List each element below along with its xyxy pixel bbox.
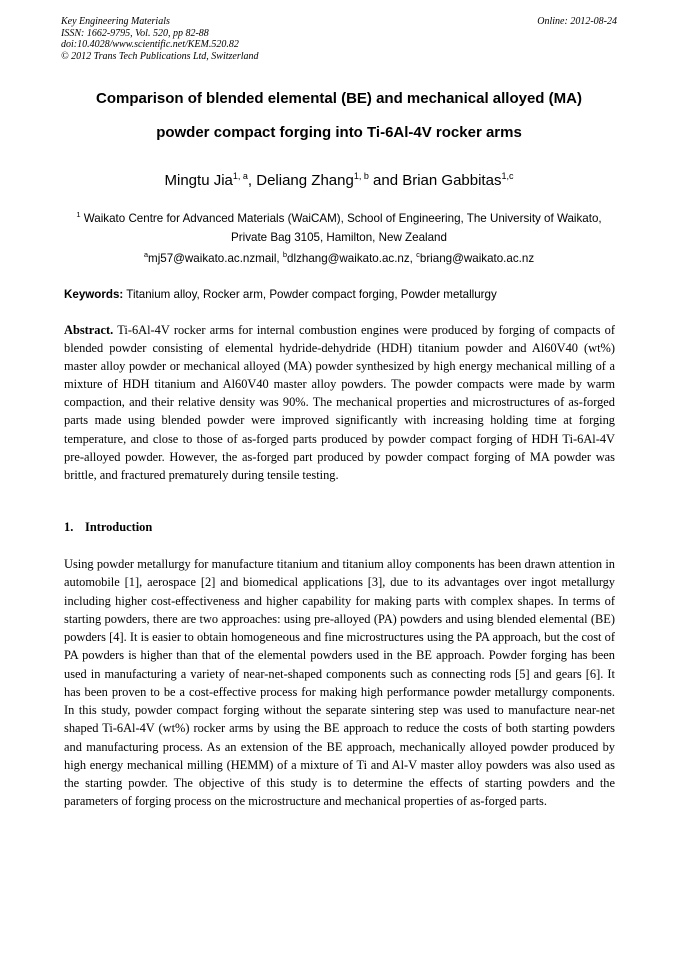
email-sup: b [282,250,288,259]
journal-header [61,16,617,62]
author-name: Brian Gabbitas [402,172,502,189]
keywords-text: Titanium alloy, Rocker arm, Powder compact forging, Powder metallurgy [123,288,497,301]
author-name: Deliang Zhang [256,172,354,189]
journal-doi: doi:10.4028/www.scientific.net/KEM.520.82 [61,39,239,50]
keywords [64,287,616,303]
email-sup: c [416,250,420,259]
author-sup: 1, b [353,171,369,181]
email-sup: a [143,250,149,259]
journal-issn: ISSN: 1662-9795, Vol. 520, pp 82-88 [61,27,209,39]
affiliation [66,209,612,247]
abstract [64,321,615,484]
author-emails [30,251,648,267]
journal-name: Key Engineering Materials [61,16,170,27]
abstract-label: Abstract. [64,323,114,337]
author-name: Mingtu Jia [164,172,233,189]
keywords-label: Keywords: [64,288,124,301]
section-title: Introduction [85,520,153,534]
affiliation-sup: 1 [76,210,81,219]
author-sup: 1, a [232,171,248,181]
introduction-paragraph: Using powder metallurgy for manufacture titanium and titanium alloy components has been drawn attention in automobile [1], aerospace [2] and biomedical applications [3], due to its advantages over ingot metallurgy including higher cost-effectiveness and higher capability for making parts with complex shapes. In terms of starting powders, there are two approaches: using pre-alloyed (PA) powders and using blended elemental (BE) powders [4]. It is easier to obtain homogeneous and fine microstructures using the PA approach, but the cost of PA powders is higher than that of the elemental powders used in the BE approach. Powder forging has been used in manufacturing a variety of near-net-shaped components such as connecting rods [5] and gears [6]. It has been proven to be a cost-effective process for making high performance powder metallurgy components. In this study, powder compact forging without the separate sintering step was used to manufacture near-net shaped Ti-6Al-4V (wt%) rocker arms by using the BE approach to reduce the costs of both starting powders and manufacturing process. As an extension of the BE approach, mechanically alloyed powder produced by high energy mechanical milling (HEMM) of a mixture of Ti and Al-V master alloy powders was also used as the starting powder. The objective of this study is to determine the effects of starting powders and the parameters of forging process on the microstructure and mechanical properties of as-forged parts. [64,557,615,809]
paper-title-line-2: powder compact forging into Ti-6Al-4V rocker arms [156,124,522,141]
author-separator: and [368,172,403,189]
abstract-text: Ti-6Al-4V rocker arms for internal combustion engines were produced by forging of compacts of blended powder consisting of elemental hydride-dehydride (HDH) titanium powder and Al60V40 (wt%) master alloy powder or mechanical alloyed (MA) powder synthesized by high energy mechanical milling of a mixture of HDH titanium and Al60V40 master alloy powders. The powder compacts were made by warm compaction, and their relative density was 90%. The mechanical properties and microstructures of as-forged parts made using blended powder were improved significantly with increasing holding time at forging temperature, and close to those of as-forged parts produced by powder compact forging of HDH Ti-6Al-4V pre-alloyed powder. However, the as-forged part produced by powder compact forging of MA powder was brittle, and fractured prematurely during tensile testing. [64,323,615,482]
online-date: Online: 2012-08-24 [537,16,617,27]
section-number: 1. [64,520,74,534]
section-heading [64,519,152,535]
affiliation-text: Waikato Centre for Advanced Materials (WaiCAM), School of Engineering, The University of Waikato, Private Bag 3105, Hamilton, New Zealand [80,212,602,244]
author-list [30,172,648,190]
paper-title-line-1: Comparison of blended elemental (BE) and mechanical alloyed (MA) [96,90,582,107]
author-separator: , [247,172,257,189]
email-address[interactable]: dlzhang@waikato.ac.nz, [287,252,417,265]
email-address[interactable]: briang@waikato.ac.nz [419,252,535,265]
journal-copyright: © 2012 Trans Tech Publications Ltd, Switzerland [61,50,259,62]
email-address[interactable]: mj57@waikato.ac.nzmail, [148,252,283,265]
author-sup: 1,c [501,171,514,181]
